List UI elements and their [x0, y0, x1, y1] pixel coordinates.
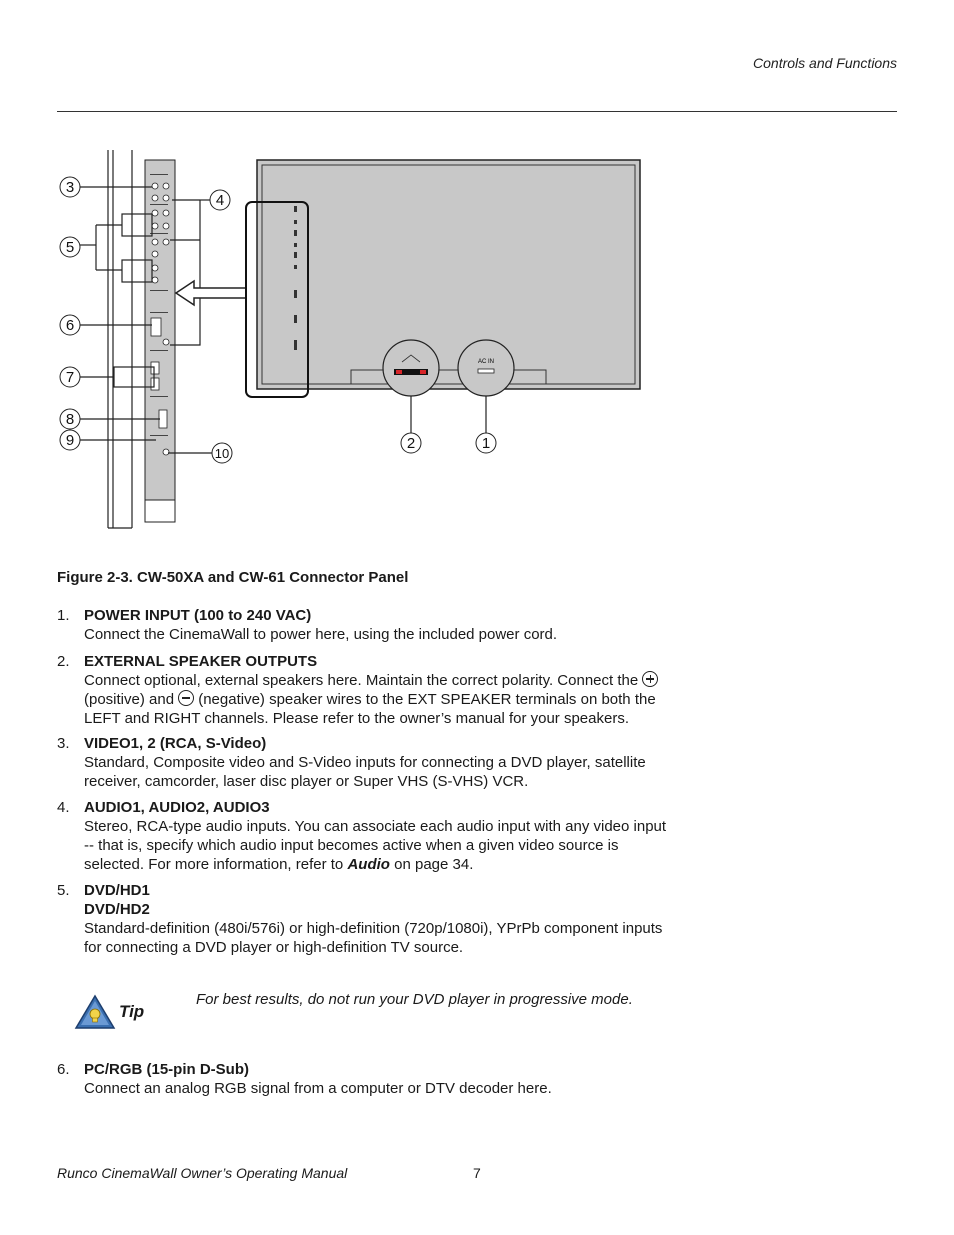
callout-8	[60, 409, 80, 429]
callout-1	[476, 433, 496, 453]
negative-icon	[178, 690, 194, 706]
item-description-part: Connect optional, external speakers here. Maintain the correct polarity. Connect the	[84, 672, 639, 689]
item-description-part: (negative) speaker wires to the EXT SPEAKER terminals on both the LEFT and RIGHT channels. Please refer to the owner’s manual for your speakers.	[84, 691, 656, 727]
audio-page-link[interactable]: Audio	[347, 856, 390, 873]
item-heading: PC/RGB (15-pin D-Sub)	[84, 1061, 249, 1078]
ac-in-label: AC IN	[477, 359, 495, 365]
item-number: 3.	[57, 735, 70, 752]
callout-4	[210, 190, 230, 210]
side-profile	[108, 150, 132, 528]
callout-3	[60, 177, 80, 197]
connector-panel-figure	[0, 140, 954, 540]
item-description: Connect an analog RGB signal from a computer or DTV decoder here.	[84, 1080, 552, 1097]
list-item	[57, 881, 667, 957]
callout-9-label: 9	[65, 432, 75, 449]
callout-5-label: 5	[65, 239, 75, 256]
item-number: 6.	[57, 1061, 70, 1078]
item-heading: DVD/HD1	[84, 882, 150, 899]
tip-box	[74, 990, 674, 1035]
callout-2-label: 2	[406, 435, 416, 452]
tip-label: Tip	[119, 1002, 145, 1021]
item-heading: EXTERNAL SPEAKER OUTPUTS	[84, 653, 318, 670]
item-heading-secondary: DVD/HD2	[84, 901, 150, 918]
item-description: Standard-definition (480i/576i) or high-definition (720p/1080i), YPrPb component inputs for connecting a DVD player or high-definition TV source.	[84, 920, 663, 956]
item-heading: AUDIO1, AUDIO2, AUDIO3	[84, 799, 270, 816]
list-item	[57, 652, 667, 728]
item-description-part: (positive) and	[84, 691, 175, 708]
list-item	[57, 798, 667, 874]
callout-9	[60, 430, 80, 450]
callout-7	[60, 367, 80, 387]
footer-page-number: 7	[473, 1165, 481, 1181]
item-number: 1.	[57, 607, 70, 624]
item-description-part: Stereo, RCA-type audio inputs. You can associate each audio input with any video input -- that is, specify which audio input becomes active when a given video source is selected. For more information, refer to	[84, 818, 667, 873]
item-description: Connect the CinemaWall to power here, using the included power cord.	[84, 626, 558, 643]
callout-4-label: 4	[215, 192, 225, 209]
callout-7-label: 7	[65, 369, 75, 386]
positive-icon	[642, 671, 658, 687]
connector-diagram	[0, 140, 954, 540]
section-title: Controls and Functions	[753, 55, 897, 71]
list-item	[57, 1060, 667, 1098]
tip-text: For best results, do not run your DVD player in progressive mode.	[196, 991, 633, 1008]
item-description-part: on page 34.	[394, 856, 474, 873]
list-item	[57, 734, 667, 791]
callout-1-label: 1	[481, 435, 491, 452]
tip-lightbulb-icon	[74, 994, 116, 1035]
callout-6-label: 6	[65, 317, 75, 334]
item-number: 2.	[57, 653, 70, 670]
list-item	[57, 606, 667, 644]
item-description	[84, 671, 667, 728]
callout-5	[60, 237, 80, 257]
header-rule	[57, 111, 897, 112]
callout-10	[212, 443, 232, 463]
item-description: Standard, Composite video and S-Video inputs for connecting a DVD player, satellite receiver, camcorder, laser disc player or Super VHS (S-VHS) VCR.	[84, 754, 646, 790]
figure-caption: Figure 2-3. CW-50XA and CW-61 Connector Panel	[57, 569, 409, 586]
item-description	[84, 817, 667, 874]
item-number: 4.	[57, 799, 70, 816]
callout-8-label: 8	[65, 411, 75, 428]
direction-arrow	[176, 281, 246, 305]
footer-manual-title: Runco CinemaWall Owner’s Operating Manual	[57, 1165, 348, 1181]
item-number: 5.	[57, 882, 70, 899]
item-heading: VIDEO1, 2 (RCA, S-Video)	[84, 735, 267, 752]
callout-6	[60, 315, 80, 335]
callout-3-label: 3	[65, 179, 75, 196]
ac-in-circle	[458, 340, 514, 396]
callout-2	[401, 433, 421, 453]
speaker-terminal-circle	[383, 340, 439, 396]
item-heading: POWER INPUT (100 to 240 VAC)	[84, 607, 312, 624]
callout-10-label: 10	[214, 446, 230, 461]
